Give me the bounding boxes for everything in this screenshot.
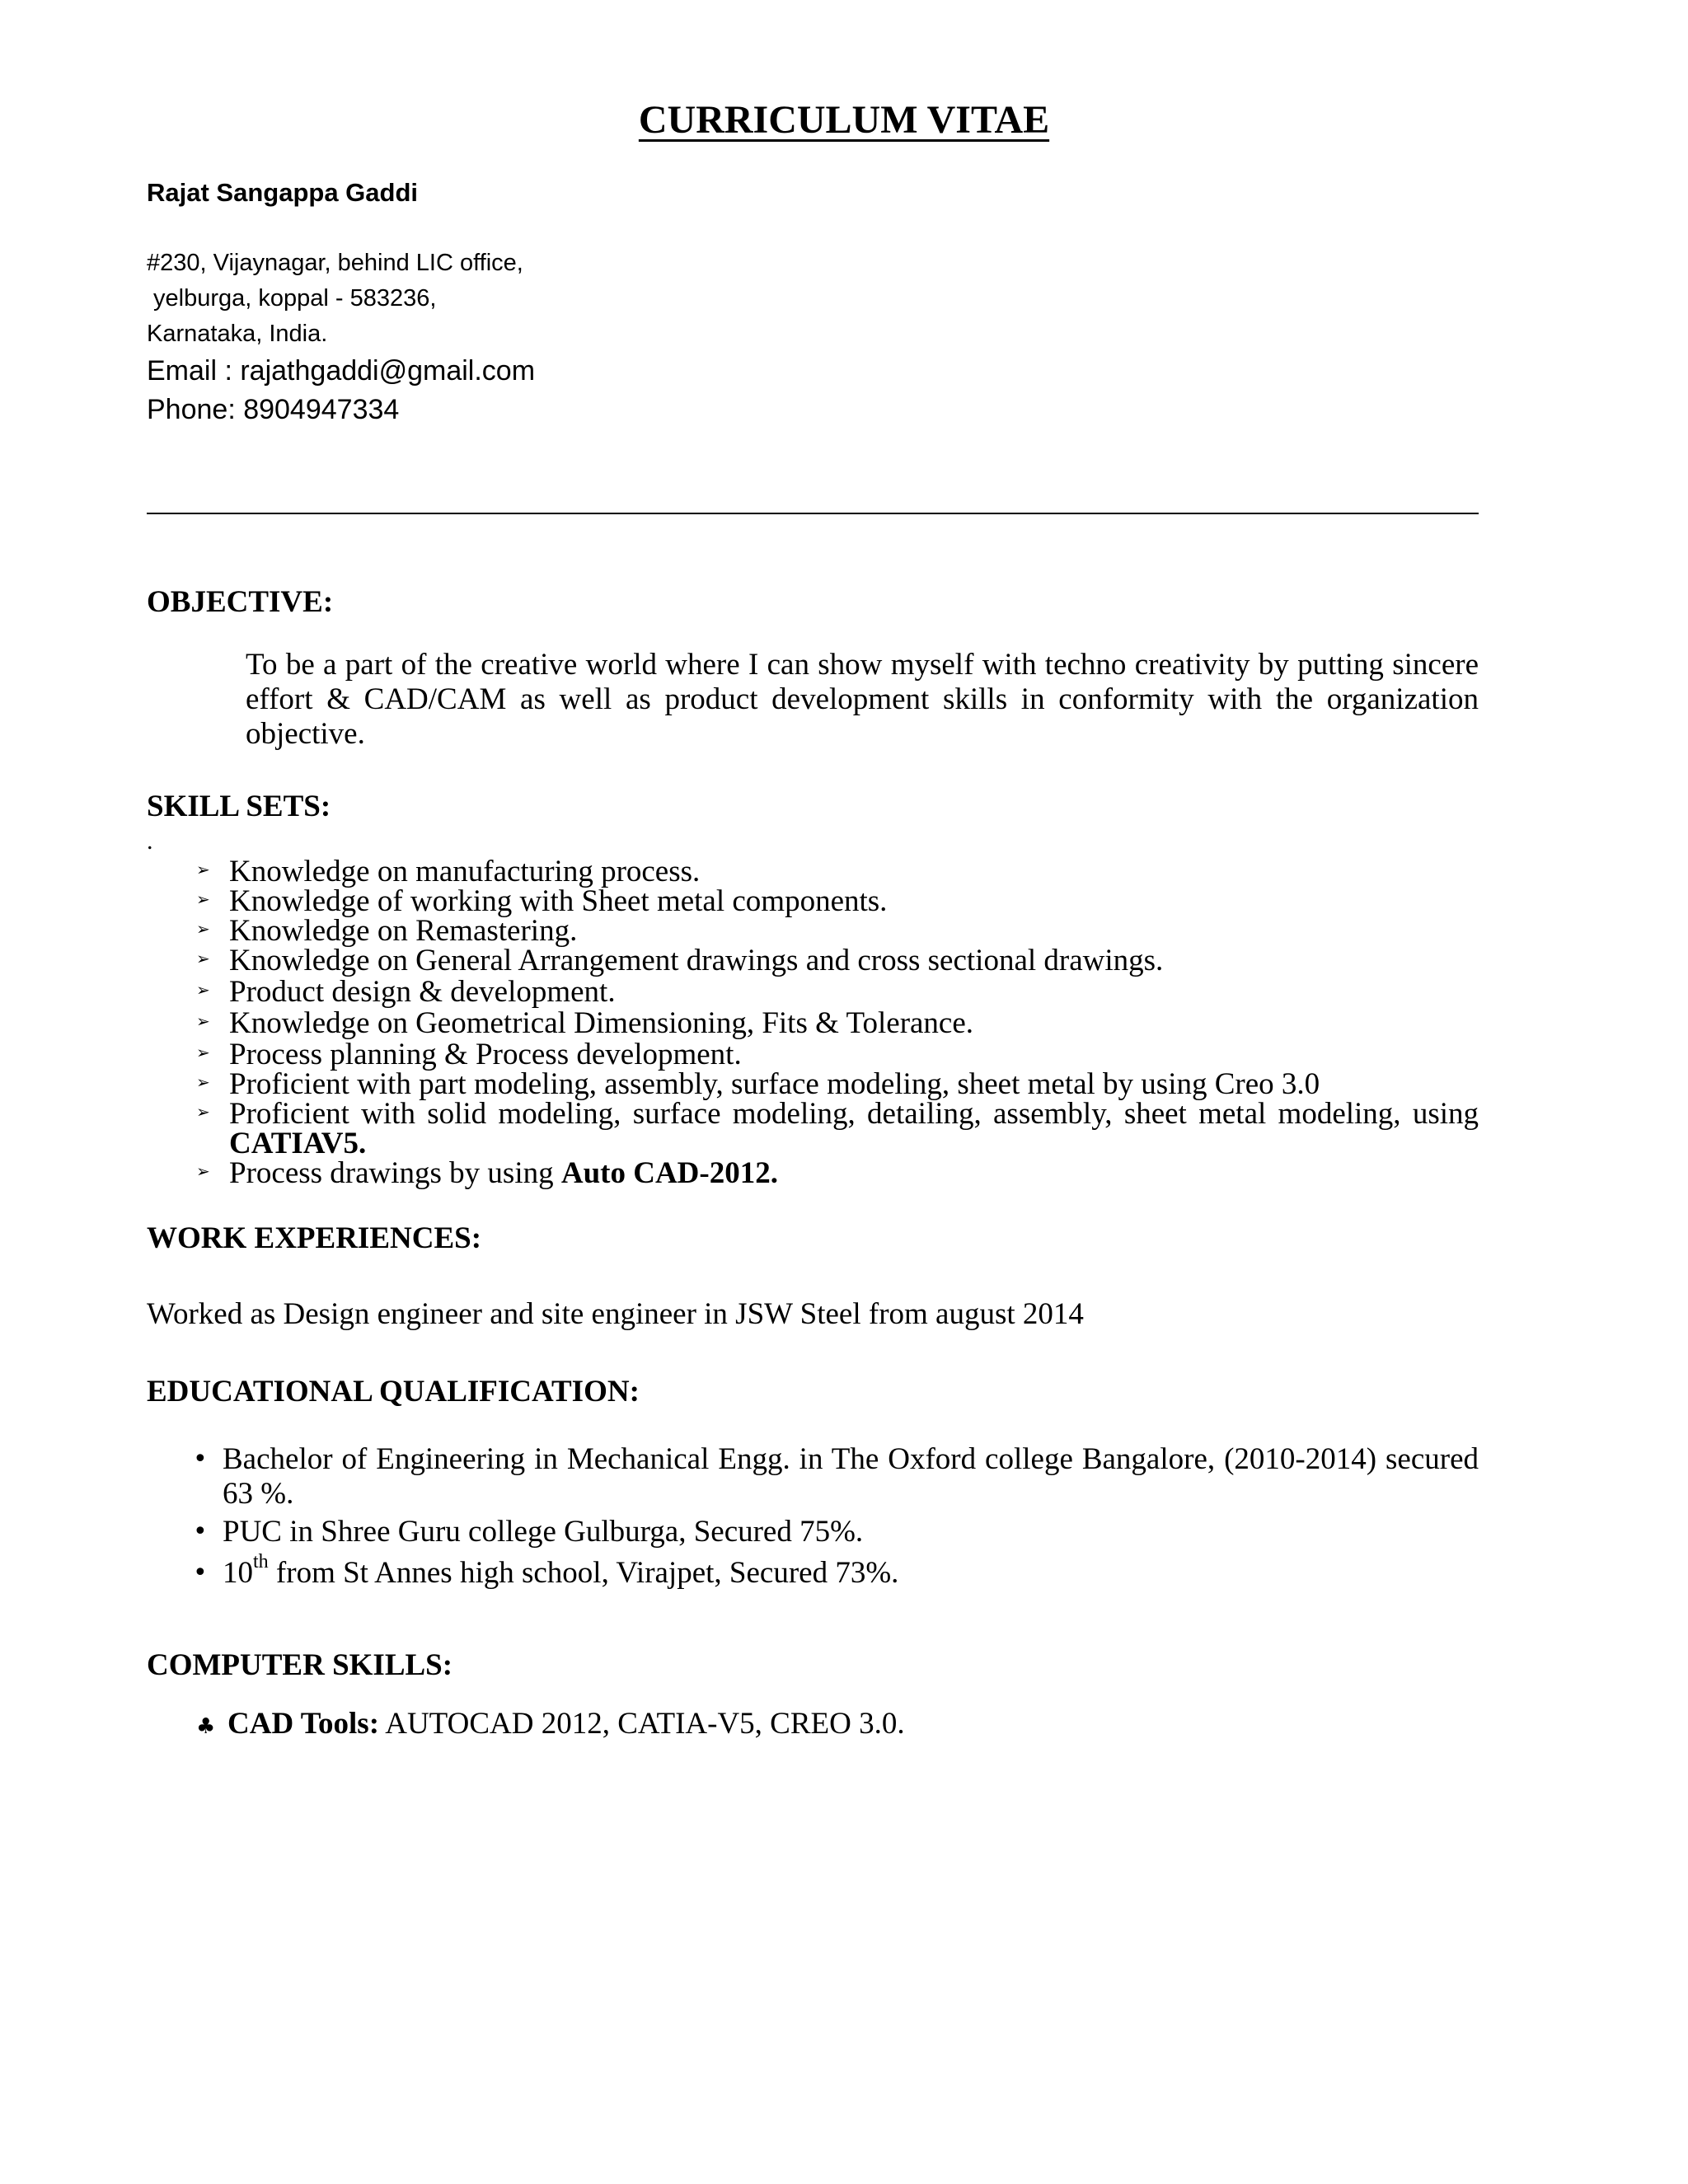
list-item: ➢ Knowledge on Remastering. bbox=[196, 914, 578, 948]
list-item: ➢ Knowledge on General Arrangement drawings and cross sectional drawings. bbox=[196, 944, 1164, 977]
list-item: ➢ Product design & development. bbox=[196, 975, 616, 1009]
list-item: ➢ Knowledge on Geometrical Dimensioning, Fits & Tolerance. bbox=[196, 1006, 974, 1040]
club-bullet-icon: ♣ bbox=[196, 1714, 216, 1739]
arrowhead-bullet-icon: ➢ bbox=[196, 980, 210, 1000]
email-line: Email : rajathgaddi@gmail.com bbox=[147, 355, 536, 387]
list-item: • Bachelor of Engineering in Mechanical Engg. in The Oxford college Bangalore, (2010-2014) secured 63 %. bbox=[193, 1442, 1479, 1511]
objective-heading: OBJECTIVE: bbox=[147, 585, 334, 619]
list-item: ➢ Process drawings by using Auto CAD-2012. bbox=[196, 1156, 778, 1190]
arrowhead-bullet-icon: ➢ bbox=[196, 1161, 210, 1181]
arrowhead-bullet-icon: ➢ bbox=[196, 1072, 210, 1092]
arrowhead-bullet-icon: ➢ bbox=[196, 1102, 210, 1122]
candidate-name: Rajat Sangappa Gaddi bbox=[147, 178, 419, 207]
arrowhead-bullet-icon: ➢ bbox=[196, 1043, 210, 1062]
skills-list bbox=[196, 857, 1479, 1188]
work-text: Worked as Design engineer and site engineer in JSW Steel from august 2014 bbox=[147, 1297, 1084, 1331]
work-heading: WORK EXPERIENCES: bbox=[147, 1221, 482, 1255]
arrowhead-bullet-icon: ➢ bbox=[196, 949, 210, 968]
cad-tools-label: CAD Tools: bbox=[227, 1707, 380, 1741]
education-list bbox=[190, 1442, 1479, 1594]
header-divider bbox=[147, 513, 1479, 514]
address-block bbox=[147, 246, 1218, 352]
stray-dot: . bbox=[147, 827, 153, 855]
arrowhead-bullet-icon: ➢ bbox=[196, 860, 210, 879]
page-title: CURRICULUM VITAE bbox=[638, 98, 1050, 142]
list-item: ➢ Knowledge of working with Sheet metal components. bbox=[196, 884, 888, 918]
list-item: • 10th from St Annes high school, Virajpet, Secured 73%. bbox=[193, 1551, 899, 1590]
objective-text: To be a part of the creative world where I can show myself with techno creativity by putting sincere effort & CAD/CAM as well as product development skills in conformity with the organization objective. bbox=[246, 648, 1479, 751]
address-line: Karnataka, India. bbox=[147, 321, 328, 347]
list-item: ➢ Proficient with solid modeling, surface modeling, detailing, assembly, sheet metal modeling, using CATIAV5. bbox=[196, 1097, 1479, 1160]
phone-line: Phone: 8904947334 bbox=[147, 394, 400, 425]
list-item: • PUC in Shree Guru college Gulburga, Secured 75%. bbox=[193, 1515, 864, 1549]
list-item: ➢ Proficient with part modeling, assembly, surface modeling, sheet metal by using Creo 3.0 bbox=[196, 1067, 1320, 1101]
arrowhead-bullet-icon: ➢ bbox=[196, 889, 210, 909]
round-bullet-icon: • bbox=[193, 1517, 208, 1546]
computer-skills-heading: COMPUTER SKILLS: bbox=[147, 1648, 453, 1682]
contact-header bbox=[147, 175, 1218, 429]
cad-tools-line bbox=[196, 1705, 905, 1746]
education-heading: EDUCATIONAL QUALIFICATION: bbox=[147, 1375, 640, 1408]
list-item: ➢ Knowledge on manufacturing process. bbox=[196, 855, 701, 888]
list-item: ➢ Process planning & Process development. bbox=[196, 1038, 742, 1071]
round-bullet-icon: • bbox=[193, 1558, 208, 1587]
round-bullet-icon: • bbox=[193, 1445, 208, 1474]
address-line: yelburga, koppal - 583236, bbox=[147, 285, 437, 312]
cad-tools-value: AUTOCAD 2012, CATIA-V5, CREO 3.0. bbox=[379, 1707, 905, 1741]
arrowhead-bullet-icon: ➢ bbox=[196, 1011, 210, 1031]
address-line: #230, Vijaynagar, behind LIC office, bbox=[147, 250, 523, 276]
arrowhead-bullet-icon: ➢ bbox=[196, 919, 210, 939]
skills-heading: SKILL SETS: bbox=[147, 790, 331, 823]
